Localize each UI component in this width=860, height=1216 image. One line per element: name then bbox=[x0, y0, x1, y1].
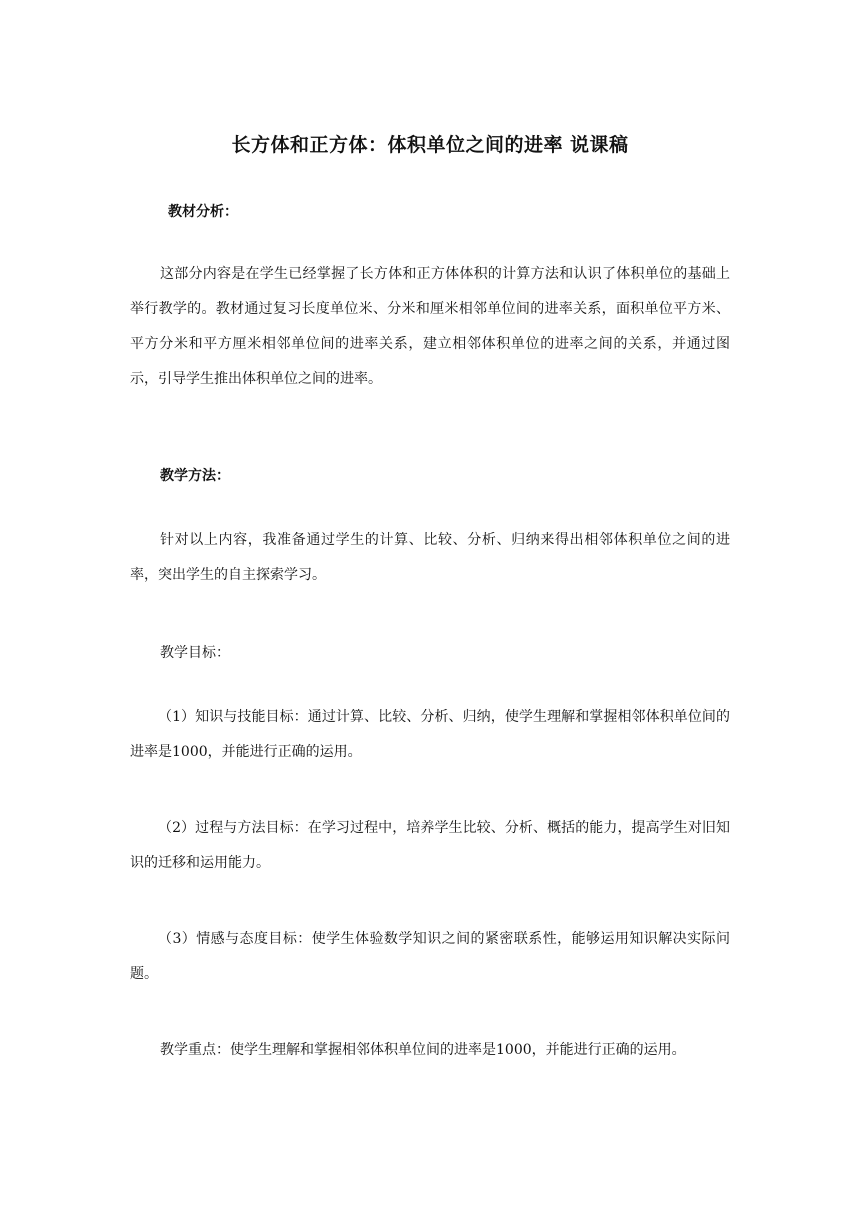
teaching-method-paragraph: 针对以上内容，我准备通过学生的计算、比较、分析、归纳来得出相邻体积单位之间的进率，突出学生的自主探索学习。 bbox=[130, 532, 730, 583]
goal-emotion-paragraph: （3）情感与态度目标：使学生体验数学知识之间的紧密联系性，能够运用知识解决实际问题。 bbox=[130, 931, 730, 982]
teaching-goals-heading: 教学目标： bbox=[160, 645, 230, 661]
material-analysis-heading: 教材分析： bbox=[168, 204, 238, 220]
goal-process-paragraph: （2）过程与方法目标：在学习过程中，培养学生比较、分析、概括的能力，提高学生对旧知识的迁移和运用能力。 bbox=[130, 820, 730, 871]
goal-knowledge-paragraph: （1）知识与技能目标：通过计算、比较、分析、归纳，使学生理解和掌握相邻体积单位间的进率是1000，并能进行正确的运用。 bbox=[130, 709, 730, 760]
document-title: 长方体和正方体：体积单位之间的进率 说课稿 bbox=[231, 134, 629, 156]
material-analysis-paragraph: 这部分内容是在学生已经掌握了长方体和正方体体积的计算方法和认识了体积单位的基础上举行教学的。教材通过复习长度单位米、分米和厘米相邻单位间的进率关系，面积单位平方米、平方分米和平方厘米相邻单位间的进率关系，建立相邻体积单位的进率之间的关系，并通过图示，引导学生推出体积单位之间的进率。 bbox=[130, 266, 730, 387]
teaching-method-heading: 教学方法： bbox=[160, 468, 230, 484]
teaching-key-point: 教学重点：使学生理解和掌握相邻体积单位间的进率是1000，并能进行正确的运用。 bbox=[160, 1042, 686, 1058]
